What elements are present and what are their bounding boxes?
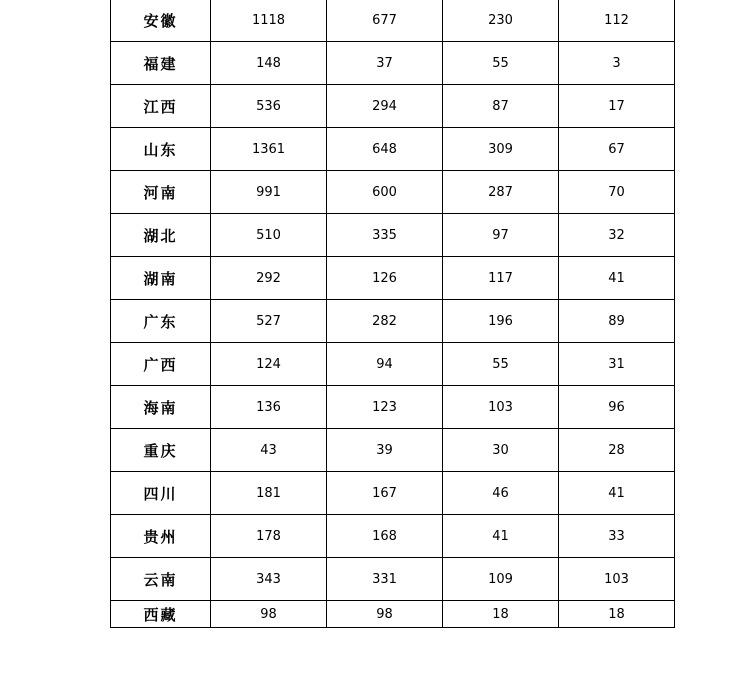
region-label: 广西: [111, 343, 211, 386]
value-col1: 43: [211, 429, 327, 472]
table-row: [111, 42, 675, 85]
value-col1: 98: [211, 601, 327, 628]
value-col3: 109: [443, 558, 559, 601]
table-row: [111, 601, 675, 628]
value-col3: 103: [443, 386, 559, 429]
value-col2: 123: [327, 386, 443, 429]
value-col3: 230: [443, 0, 559, 42]
region-label: 湖北: [111, 214, 211, 257]
table-row: [111, 386, 675, 429]
value-col3: 196: [443, 300, 559, 343]
value-col1: 991: [211, 171, 327, 214]
value-col4: 28: [559, 429, 675, 472]
value-col3: 55: [443, 42, 559, 85]
value-col4: 96: [559, 386, 675, 429]
table-row: [111, 472, 675, 515]
value-col2: 677: [327, 0, 443, 42]
value-col1: 292: [211, 257, 327, 300]
value-col4: 31: [559, 343, 675, 386]
value-col2: 126: [327, 257, 443, 300]
table-row: [111, 515, 675, 558]
value-col3: 41: [443, 515, 559, 558]
value-col4: 41: [559, 257, 675, 300]
value-col4: 18: [559, 601, 675, 628]
region-label: 山东: [111, 128, 211, 171]
table-row: [111, 300, 675, 343]
value-col4: 67: [559, 128, 675, 171]
value-col1: 536: [211, 85, 327, 128]
value-col2: 37: [327, 42, 443, 85]
region-label: 四川: [111, 472, 211, 515]
value-col3: 18: [443, 601, 559, 628]
region-label: 贵州: [111, 515, 211, 558]
statistics-table: [110, 0, 675, 628]
value-col4: 112: [559, 0, 675, 42]
value-col1: 1118: [211, 0, 327, 42]
region-label: 湖南: [111, 257, 211, 300]
value-col4: 41: [559, 472, 675, 515]
value-col1: 148: [211, 42, 327, 85]
value-col3: 30: [443, 429, 559, 472]
region-label: 海南: [111, 386, 211, 429]
value-col4: 17: [559, 85, 675, 128]
region-label: 福建: [111, 42, 211, 85]
value-col4: 89: [559, 300, 675, 343]
value-col1: 181: [211, 472, 327, 515]
region-label: 西藏: [111, 601, 211, 628]
value-col1: 510: [211, 214, 327, 257]
region-label: 江西: [111, 85, 211, 128]
value-col4: 32: [559, 214, 675, 257]
table-row: [111, 343, 675, 386]
value-col3: 87: [443, 85, 559, 128]
region-label: 云南: [111, 558, 211, 601]
table-row: [111, 429, 675, 472]
value-col1: 178: [211, 515, 327, 558]
value-col2: 167: [327, 472, 443, 515]
value-col3: 287: [443, 171, 559, 214]
value-col1: 124: [211, 343, 327, 386]
value-col1: 527: [211, 300, 327, 343]
region-label: 重庆: [111, 429, 211, 472]
value-col3: 46: [443, 472, 559, 515]
value-col1: 136: [211, 386, 327, 429]
value-col2: 331: [327, 558, 443, 601]
value-col4: 3: [559, 42, 675, 85]
region-label: 安徽: [111, 0, 211, 42]
value-col3: 97: [443, 214, 559, 257]
table-row: [111, 214, 675, 257]
table-row: [111, 128, 675, 171]
value-col2: 39: [327, 429, 443, 472]
region-label: 广东: [111, 300, 211, 343]
value-col3: 117: [443, 257, 559, 300]
value-col2: 648: [327, 128, 443, 171]
table-row: [111, 0, 675, 42]
value-col2: 168: [327, 515, 443, 558]
value-col4: 103: [559, 558, 675, 601]
value-col2: 94: [327, 343, 443, 386]
table-body: [111, 0, 675, 628]
value-col2: 282: [327, 300, 443, 343]
value-col2: 98: [327, 601, 443, 628]
value-col2: 294: [327, 85, 443, 128]
region-label: 河南: [111, 171, 211, 214]
value-col4: 33: [559, 515, 675, 558]
value-col2: 335: [327, 214, 443, 257]
value-col1: 1361: [211, 128, 327, 171]
table-row: [111, 558, 675, 601]
value-col2: 600: [327, 171, 443, 214]
value-col3: 309: [443, 128, 559, 171]
value-col4: 70: [559, 171, 675, 214]
value-col1: 343: [211, 558, 327, 601]
value-col3: 55: [443, 343, 559, 386]
table-row: [111, 257, 675, 300]
table-row: [111, 85, 675, 128]
table-row: [111, 171, 675, 214]
